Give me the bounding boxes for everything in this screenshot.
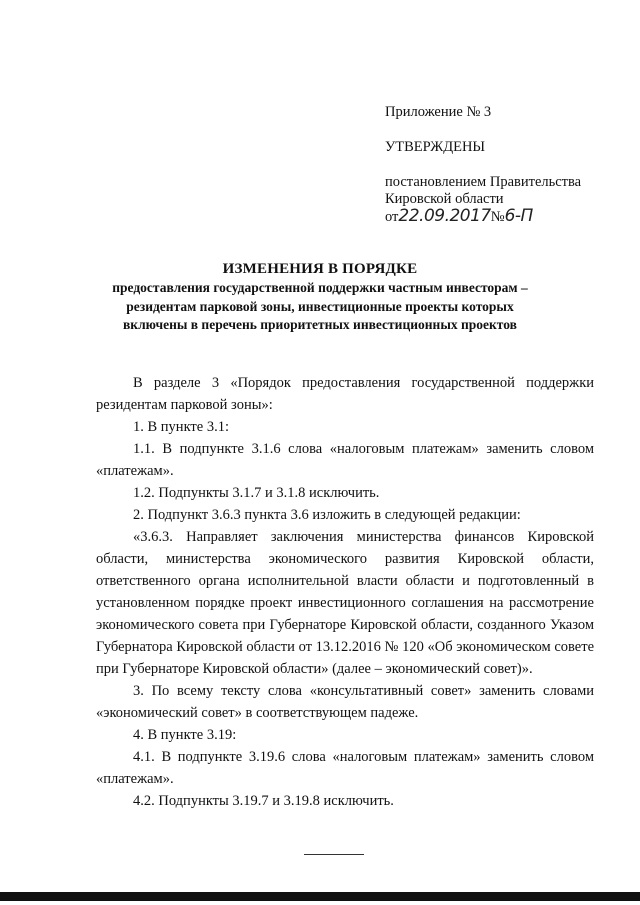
- scan-edge-bar: [0, 892, 640, 901]
- title-sub-3: включены в перечень приоритетных инвестиционных проектов: [123, 317, 517, 332]
- number-prefix: №: [490, 209, 505, 225]
- paragraph-intro: В разделе 3 «Порядок предоставления государственной поддержки резидентам парковой зоны»:: [96, 375, 594, 413]
- paragraph-1-2: 1.2. Подпункты 3.1.7 и 3.1.8 исключить.: [133, 485, 380, 501]
- handwritten-date: 22.09.2017: [398, 206, 491, 226]
- paragraph-3: 3. По всему тексту слова «консультативный совет» заменить словами «экономический совет» в соответствующем падеже.: [96, 683, 594, 721]
- appendix-number: Приложение № 3: [385, 104, 492, 120]
- date-prefix: от: [385, 209, 399, 225]
- paragraph-4: 4. В пункте 3.19:: [133, 727, 237, 743]
- decree-date-line: [385, 208, 533, 226]
- paragraph-4-2: 4.2. Подпункты 3.19.7 и 3.19.8 исключить.: [133, 793, 394, 809]
- paragraph-2-text: «3.6.3. Направляет заключения министерства финансов Кировской области, министерства экономического развития Кировской области, ответственного органа исполнительной власти области и подготовленный в установленном порядке проект инвестиционного соглашения на рассмотрение экономического совета при Губернаторе Кировской области, созданного Указом Губернатора Кировской области от 13.12.2016 № 120 «Об экономическом совете при Губернаторе Кировской области» (далее – экономический совет)».: [96, 529, 594, 677]
- paragraph-4-1: 4.1. В подпункте 3.19.6 слова «налоговым платежам» заменить словом «платежам».: [96, 749, 594, 787]
- paragraph-2: 2. Подпункт 3.6.3 пункта 3.6 изложить в следующей редакции:: [133, 507, 521, 523]
- title-sub-2: резидентам парковой зоны, инвестиционные проекты которых: [126, 298, 514, 314]
- title-sub-1: предоставления государственной поддержки частным инвесторам –: [112, 280, 528, 295]
- document-body: [96, 372, 594, 812]
- paragraph-1-1: 1.1. В подпункте 3.1.6 слова «налоговым платежам» заменить словом «платежам».: [96, 441, 594, 479]
- paragraph-1: 1. В пункте 3.1:: [133, 419, 229, 435]
- decree-line-1: постановлением Правительства: [385, 174, 582, 190]
- decree-line-2: Кировской области: [385, 191, 504, 207]
- approved-heading: УТВЕРЖДЕНЫ: [385, 139, 486, 155]
- title-main: ИЗМЕНЕНИЯ В ПОРЯДКЕ: [222, 261, 418, 277]
- end-divider: [304, 854, 364, 855]
- handwritten-number: 6-П: [504, 206, 533, 226]
- document-title: [90, 260, 550, 335]
